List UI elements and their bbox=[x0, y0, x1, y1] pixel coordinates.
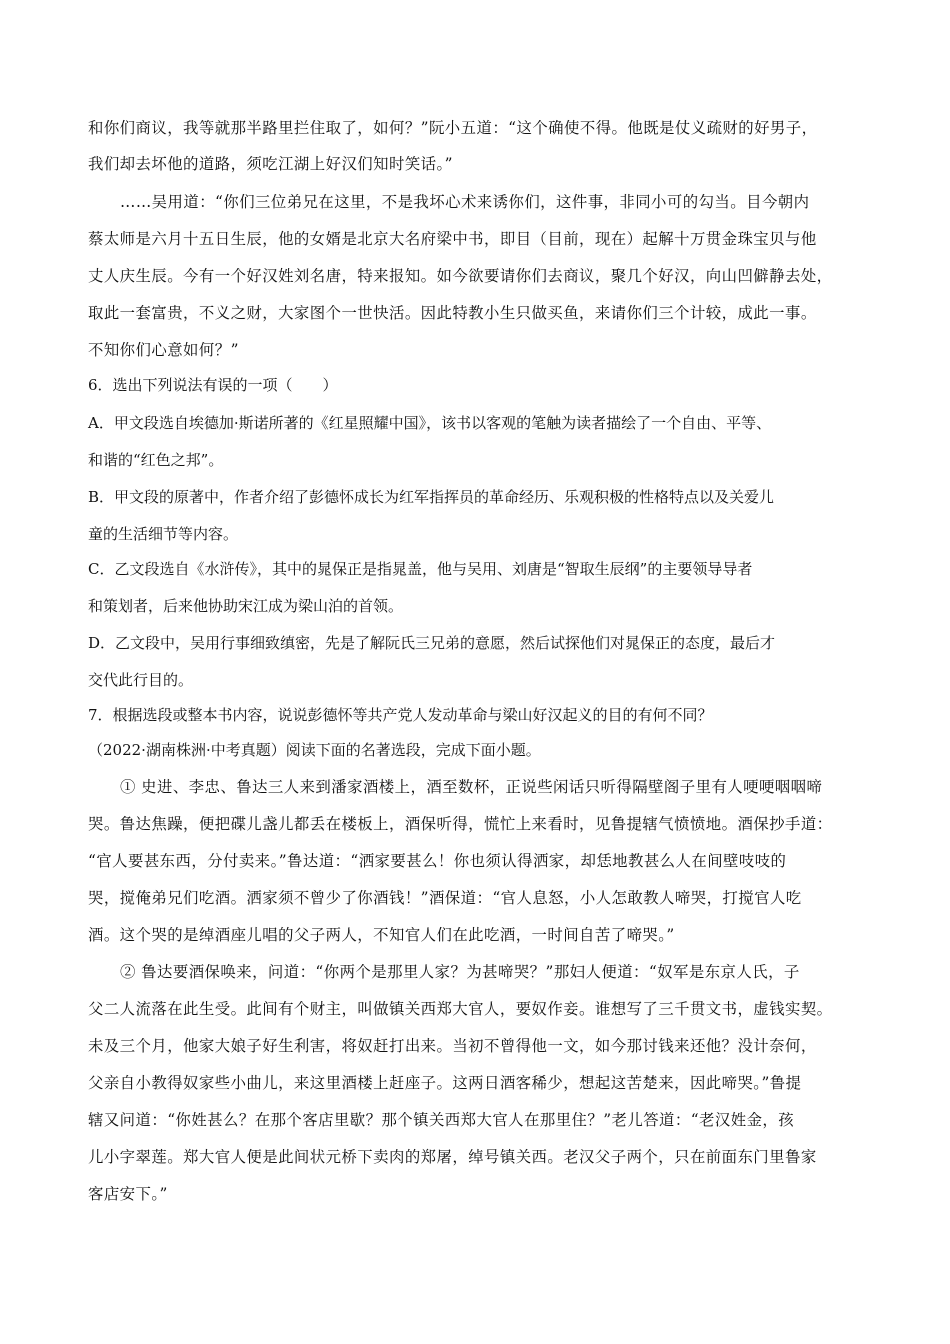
option-c-line: 和策划者，后来他协助宋江成为梁山泊的首领。 bbox=[88, 597, 404, 615]
section-heading: （2022·湖南株洲·中考真题）阅读下面的名著选段，完成下面小题。 bbox=[88, 741, 541, 759]
excerpt-1-line: 哭，搅俺弟兄们吃酒。洒家须不曾少了你酒钱！”酒保道：“官人息怒，小人怎敢教人啼哭，打搅官人吃 bbox=[88, 889, 802, 907]
passage-line: 取此一套富贵，不义之财，大家图个一世快活。因此特教小生只做买鱼，来请你们三个计较，成此一事。 bbox=[88, 304, 817, 322]
passage-line: 我们却去坏他的道路，须吃江湖上好汉们知时笑话。” bbox=[88, 155, 453, 173]
passage-line: 蔡太师是六月十五日生辰，他的女婿是北京大名府梁中书，即目（目前，现在）起解十万贯金珠宝贝与他 bbox=[88, 230, 817, 248]
option-b-line: 童的生活细节等内容。 bbox=[88, 525, 239, 543]
option-a-line: 和谐的“红色之邦”。 bbox=[88, 451, 224, 469]
question-7: 7．根据选段或整本书内容，说说彭德怀等共产党人发动革命与梁山好汉起义的目的有何不同？ bbox=[88, 706, 713, 724]
passage-line: 和你们商议，我等就那半路里拦住取了，如何？”阮小五道：“这个确使不得。他既是仗义疏财的好男子， bbox=[88, 119, 818, 137]
excerpt-2-line: 客店安下。” bbox=[88, 1185, 168, 1203]
excerpt-1-line: 酒。这个哭的是绰酒座儿唱的父子两人，不知官人们在此吃酒，一时间自苦了啼哭。” bbox=[88, 926, 675, 944]
option-c-line: C．乙文段选自《水浒传》，其中的晁保正是指晁盖，他与吴用、刘唐是“智取生辰纲”的主要领导导者 bbox=[88, 560, 753, 578]
option-d-line: D．乙文段中，吴用行事细致缜密，先是了解阮氏三兄弟的意愿，然后试探他们对晁保正的态度，最后才 bbox=[88, 634, 776, 652]
excerpt-2-line: 辖又问道：“你姓甚么？在那个客店里歇？那个镇关西郑大官人在那里住？”老儿答道：“老汉姓金，孩 bbox=[88, 1111, 795, 1129]
excerpt-2-line: ② 鲁达要酒保唤来，问道：“你两个是那里人家？为甚啼哭？”那妇人便道：“奴军是东京人氏，子 bbox=[120, 963, 800, 981]
excerpt-1-line: “官人要甚东西，分付卖来。”鲁达道：“洒家要甚么！你也须认得洒家，却恁地教甚么人在间壁吱吱的 bbox=[88, 852, 787, 870]
question-6-stem: 6．选出下列说法有误的一项（ ） bbox=[88, 376, 338, 394]
excerpt-2-line: 父亲自小教得奴家些小曲儿，来这里酒楼上赶座子。这两日酒客稀少，想起这苦楚来，因此啼哭。”鲁提 bbox=[88, 1074, 802, 1092]
passage-line: ……吴用道：“你们三位弟兄在这里，不是我坏心术来诱你们，这件事，非同小可的勾当。目今朝内 bbox=[120, 193, 810, 211]
excerpt-2-line: 儿小字翠莲。郑大官人便是此间状元桥下卖肉的郑屠，绰号镇关西。老汉父子两个，只在前面东门里鲁家 bbox=[88, 1148, 817, 1166]
excerpt-1-line: 哭。鲁达焦躁，便把碟儿盏儿都丢在楼板上，酒保听得，慌忙上来看时，见鲁提辖气愤愤地。酒保抄手道： bbox=[88, 815, 833, 833]
excerpt-2-line: 未及三个月，他家大娘子好生利害，将奴赶打出来。当初不曾得他一文，如今那讨钱来还他？没计奈何， bbox=[88, 1037, 817, 1055]
option-a-line: A．甲文段选自埃德加·斯诺所著的《红星照耀中国》，该书以客观的笔触为读者描绘了一个自由、平等、 bbox=[88, 414, 772, 432]
option-d-line: 交代此行目的。 bbox=[88, 671, 194, 689]
excerpt-1-line: ① 史进、李忠、鲁达三人来到潘家酒楼上，酒至数杯，正说些闲话只听得隔壁阁子里有人哽哽咽咽啼 bbox=[120, 778, 823, 796]
excerpt-2-line: 父二人流落在此生受。此间有个财主，叫做镇关西郑大官人，要奴作妾。谁想写了三千贯文书，虚钱实契。 bbox=[88, 1000, 833, 1018]
passage-line: 丈人庆生辰。今有一个好汉姓刘名唐，特来报知。如今欲要请你们去商议，聚几个好汉，向山凹僻静去处， bbox=[88, 267, 833, 285]
option-b-line: B．甲文段的原著中，作者介绍了彭德怀成长为红军指挥员的革命经历、乐观积极的性格特点以及关爱儿 bbox=[88, 488, 775, 506]
passage-line: 不知你们心意如何？” bbox=[88, 341, 239, 359]
